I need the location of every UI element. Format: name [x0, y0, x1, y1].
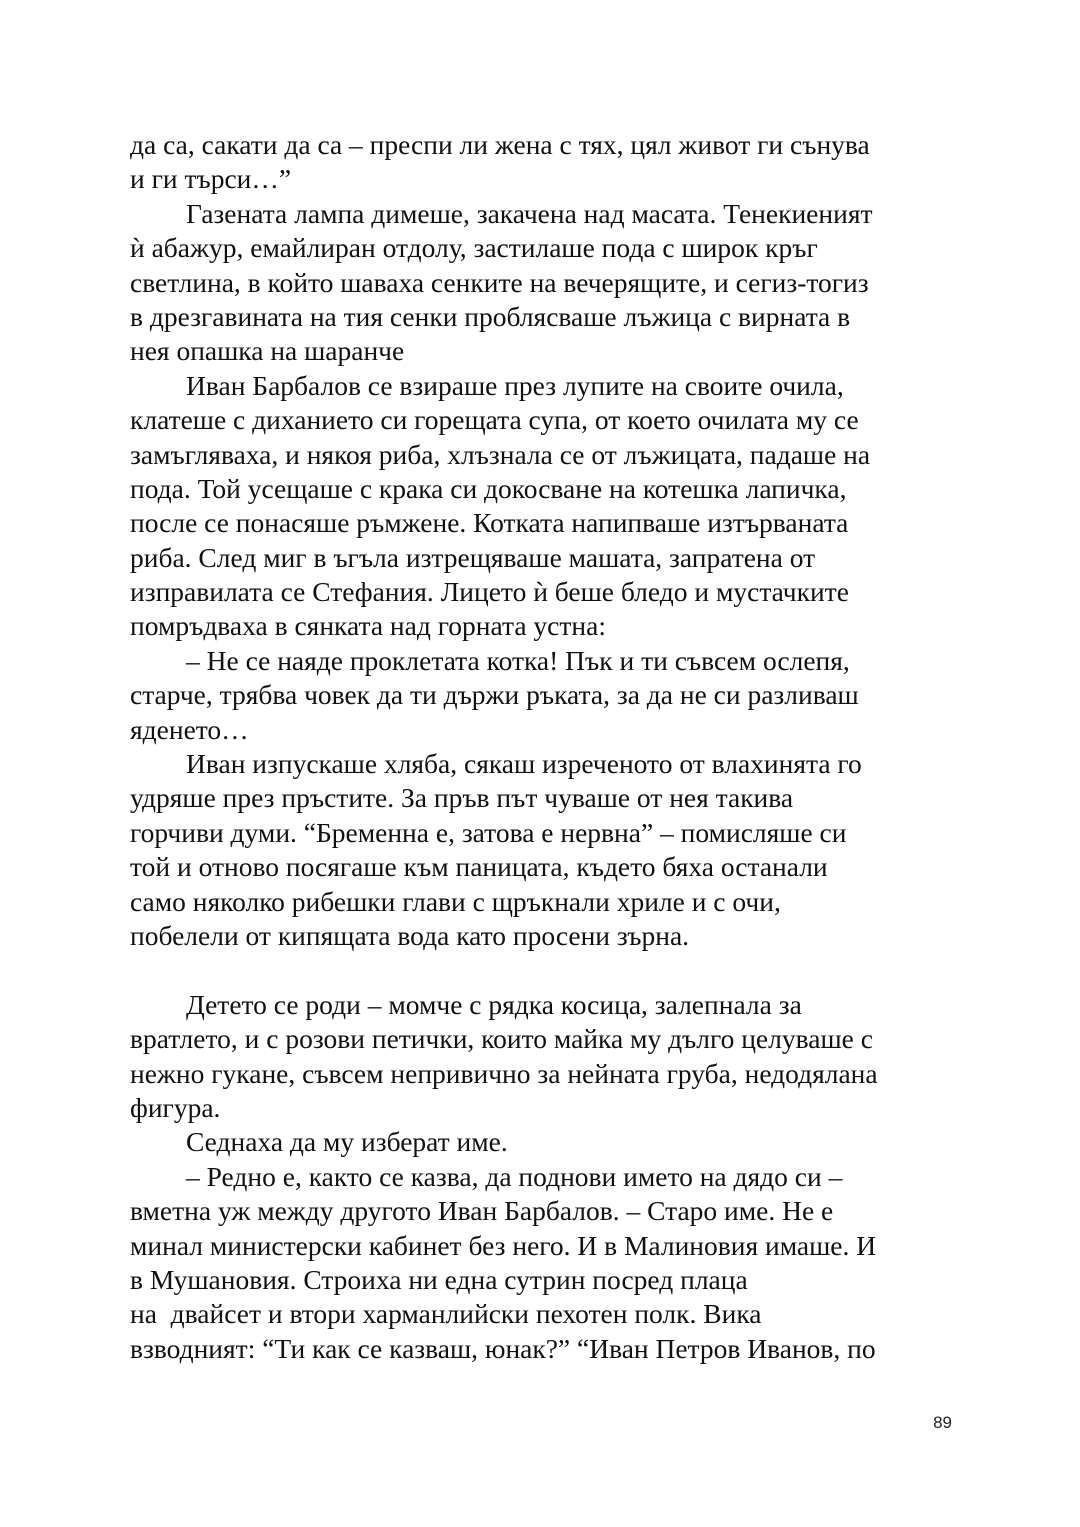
text-line: минал министерски кабинет без него. И в Малиновия имаше. И	[130, 1229, 877, 1261]
text-line: да са, сакати да са – преспи ли жена с тях, цял живот ги сънува	[130, 129, 870, 160]
paragraph-gap	[130, 953, 960, 987]
text-line: побелели от кипящата вода като просени зърна.	[130, 919, 690, 951]
text-line: – Не се наяде проклетата котка! Пък и ти съвсем ослепя,	[186, 644, 850, 676]
text-line: в дрезгавината на тия сенки проблясваше лъжица с вирната в	[130, 300, 851, 332]
text-line: Газената лампа димеше, закачена над масата. Тенекиеният	[186, 197, 873, 229]
text-line: Иван изпускаше хляба, сякаш изреченото от влахинята го	[186, 748, 862, 780]
text-line: яденето…	[130, 713, 249, 745]
text-line: горчиви думи. “Бременна е, затова е нервна” – помисляше си	[130, 816, 847, 848]
text-line: Иван Барбалов се взираше през лупите на своите очила,	[186, 369, 844, 401]
text-line: нея опашка на шаранче	[130, 335, 405, 367]
text-line: взводният: “Ти как се казваш, юнак?” “Иван Петров Иванов, по	[130, 1332, 876, 1364]
text-line: изправилата се Стефания. Лицето ѝ беше бледо и мустачките	[130, 576, 849, 608]
text-line: помръдваха в сянката над горната устна:	[130, 610, 606, 642]
text-line: Седнаха да му изберат име.	[186, 1126, 508, 1158]
text-line: – Редно е, както се казва, да поднови името на дядо си –	[186, 1160, 843, 1192]
text-line: старче, трябва човек да ти държи ръката, за да не си разливаш	[130, 679, 859, 711]
text-line: пода. Той усещаше с крака си докосване на котешка лапичка,	[130, 472, 847, 504]
text-line: ѝ абажур, емайлиран отдолу, застилаше пода с широк кръг	[130, 232, 818, 264]
text-line: само няколко рибешки глави с щръкнали хриле и с очи,	[130, 885, 781, 917]
text-line: после се понасяше ръмжене. Котката напипваше изтърваната	[130, 507, 849, 539]
text-line: той и отново посягаше към паницата, където бяха останали	[130, 851, 828, 883]
text-line: клатеше с диханието си горещата супа, от което очилата му се	[130, 404, 859, 436]
text-line: риба. След миг в ъгъла изтрещяваше машата, запратена от	[130, 541, 816, 573]
text-line: фигура.	[130, 1091, 221, 1123]
text-line: светлина, в който шаваха сенките на вечерящите, и сегиз-тогиз	[130, 266, 869, 298]
body-text	[130, 128, 960, 1366]
text-line: нежно гукане, съвсем непривично за нейната груба, недодялана	[130, 1057, 878, 1089]
text-line: вметна уж между другото Иван Барбалов. – Старо име. Не е	[130, 1195, 834, 1227]
text-line: в Мушановия. Строиха ни една сутрин посред плаца	[130, 1263, 748, 1295]
text-line: на двайсет и втори харманлийски пехотен полк. Вика	[130, 1298, 762, 1330]
text-line: замъгляваха, и някоя риба, хлъзнала се от лъжицата, падаше на	[130, 438, 871, 470]
page-number: 89	[933, 1413, 952, 1432]
text-line: удряше през пръстите. За пръв път чуваше от нея такива	[130, 782, 794, 814]
text-line: и ги търси…”	[130, 163, 292, 195]
text-line: Детето се роди – момче с рядка косица, залепнала за	[186, 988, 802, 1020]
text-line: вратлето, и с розови петички, които майка му дълго целуваше с	[130, 1023, 873, 1055]
